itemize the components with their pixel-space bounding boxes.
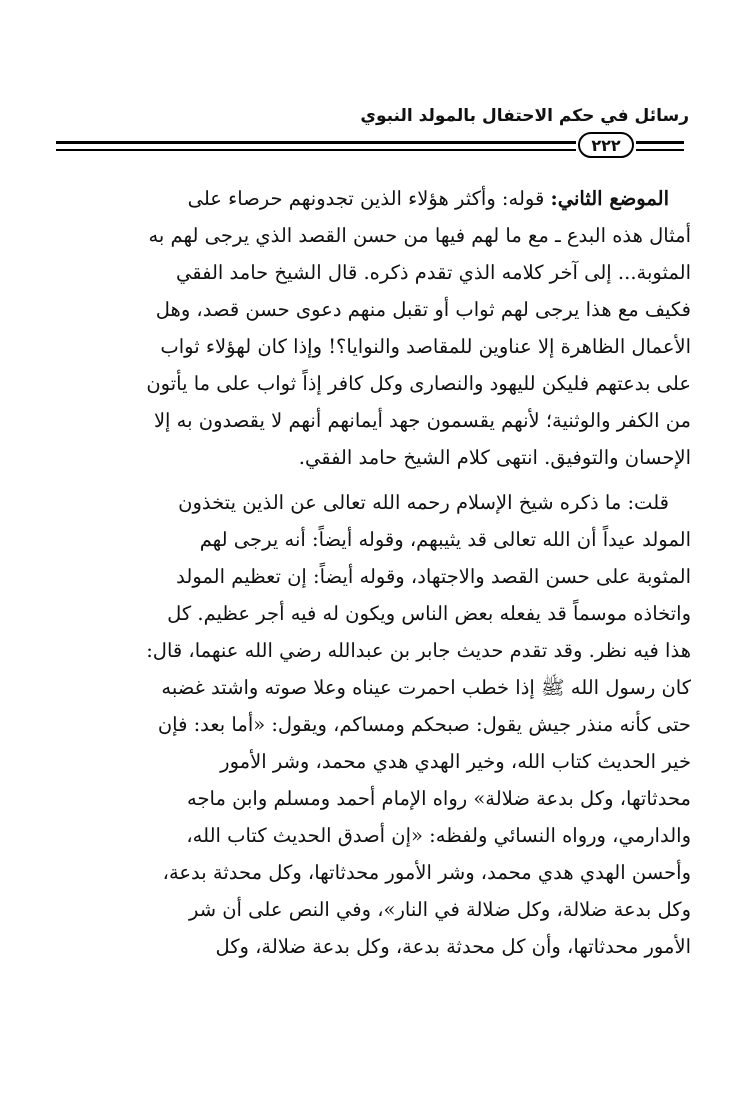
paragraph-1-line-1-text: قوله: وأكثر هؤلاء الذين تجدونهم حرصاء على <box>187 187 545 210</box>
paragraph-1-line: المثوبة... إلى آخر كلامه الذي تقدم ذكره. قال الشيخ حامد الفقي <box>176 261 691 284</box>
paragraph-1-line: على بدعتهم فليكن لليهود والنصارى وكل كافر إذاً ثواب على ما يأتون <box>146 372 691 395</box>
header-rule-right-top <box>636 141 684 144</box>
paragraph-1-line: الأعمال الظاهرة إلا عناوين للمقاصد والنوايا؟! وإذا كان لهؤلاء ثواب <box>160 335 691 358</box>
paragraph-gap <box>55 476 691 484</box>
paragraph-2-line: والدارمي، ورواه النسائي ولفظه: «إن أصدق الحديث كتاب الله، <box>186 824 691 847</box>
paragraph-1-line: الإحسان والتوفيق. انتهى كلام الشيخ حامد الفقي. <box>298 446 691 469</box>
page-number-badge: ٢٢٢ <box>578 132 634 158</box>
paragraph-1-line: أمثال هذه البدع ـ مع ما لهم فيها من حسن القصد الذي يرجى لهم به <box>148 224 691 247</box>
paragraph-2-line: كان رسول الله ﷺ إذا خطب احمرت عيناه وعلا صوته واشتد غضبه <box>161 676 691 699</box>
header-rule-bottom <box>56 149 576 151</box>
paragraph-1-line: فكيف مع هذا يرجى لهم ثواب أو تقبل منهم دعوى حسن قصد، وهل <box>155 298 691 321</box>
paragraph-2-line: محدثاتها، وكل بدعة ضلالة» رواه الإمام أحمد ومسلم وابن ماجه <box>187 787 691 810</box>
paragraph-2-line: وكل بدعة ضلالة، وكل ضلالة في النار»، وفي النص على أن شر <box>188 898 691 921</box>
paragraph-2-line: حتى كأنه منذر جيش يقول: صبحكم ومساكم، ويقول: «أما بعد: فإن <box>157 713 691 736</box>
header-rule-top <box>56 141 576 144</box>
paragraph-2-line: المثوبة على حسن القصد والاجتهاد، وقوله أيضاً: إن تعظيم المولد <box>176 565 691 588</box>
paragraph-2-line: خير الحديث كتاب الله، وخير الهدي هدي محمد، وشر الأمور <box>220 750 691 773</box>
paragraph-2-line: هذا فيه نظر. وقد تقدم حديث جابر بن عبدالله رضي الله عنهما، قال: <box>146 639 691 662</box>
paragraph-2-line: قلت: ما ذكره شيخ الإسلام رحمه الله تعالى عن الذين يتخذون <box>178 491 669 514</box>
paragraph-2-line: الأمور محدثاتها، وأن كل محدثة بدعة، وكل بدعة ضلالة، وكل <box>215 935 691 958</box>
paragraph-2-line: واتخاذه موسماً قد يفعله بعض الناس ويكون له فيه أجر عظيم. كل <box>167 602 691 625</box>
section-lead: الموضع الثاني: <box>550 187 669 210</box>
paragraph-2-line: المولد عيداً أن الله تعالى قد يثيبهم، وقوله أيضاً: أنه يرجى لهم <box>199 528 691 551</box>
body-text <box>55 180 691 965</box>
paragraph-1-line: من الكفر والوثنية؛ لأنهم يقسمون جهد أيمانهم أنهم لا يقصدون به إلا <box>153 409 691 432</box>
header-rule-right-bottom <box>636 149 684 151</box>
paragraph-2-line: وأحسن الهدي هدي محمد، وشر الأمور محدثاتها، وكل محدثة بدعة، <box>162 861 691 884</box>
running-title: رسائل في حكم الاحتفال بالمولد النبوي <box>360 106 689 126</box>
paragraph-1-line-1 <box>55 180 691 217</box>
